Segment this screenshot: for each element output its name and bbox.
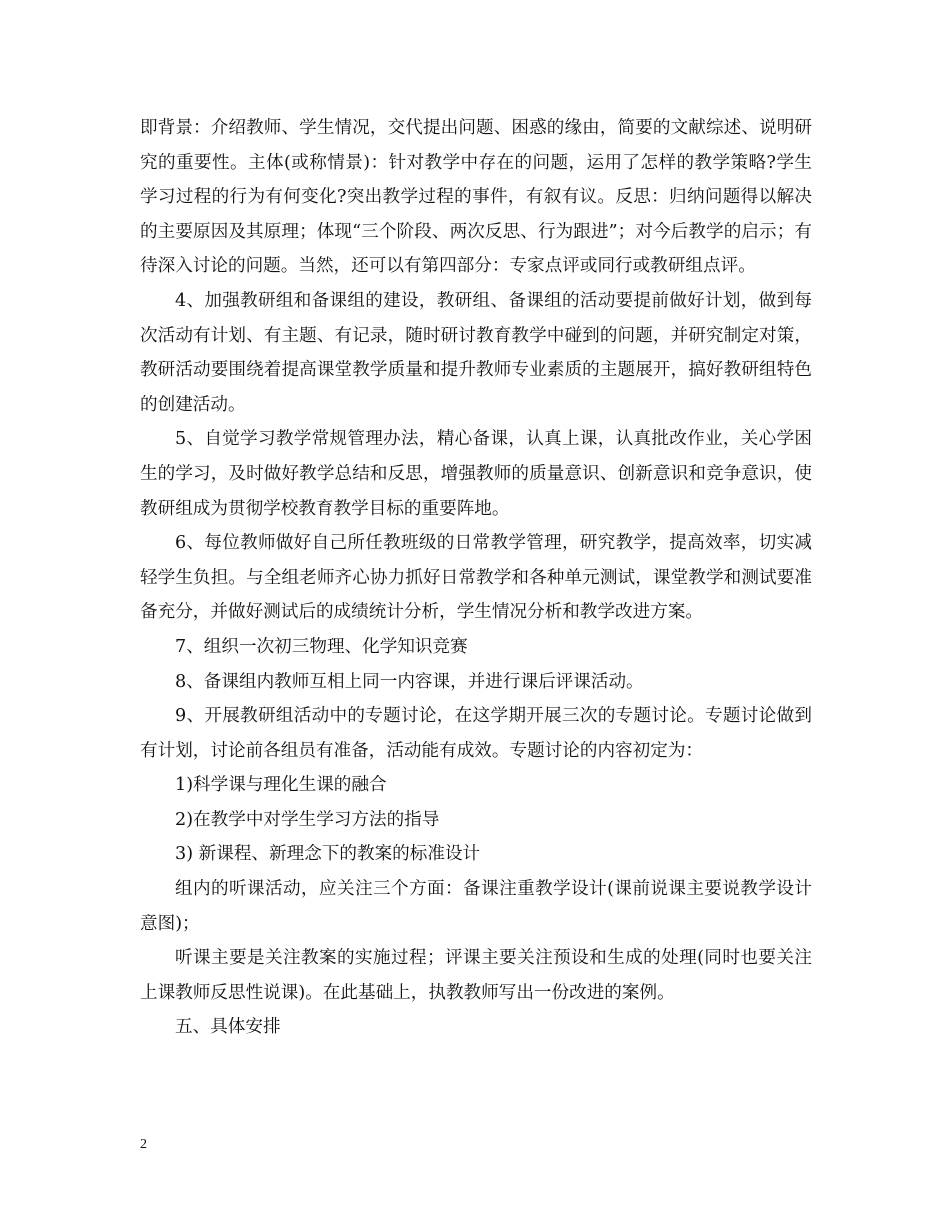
paragraph-item-7: 7、组织一次初三物理、化学知识竞赛: [175, 636, 468, 657]
paragraph-item-5: 5、自觉学习教学常规管理办法，精心备课，认真上课，认真批改作业，关心学困生的学习，及时做好教学总结和反思，增强教师的质量意识、创新意识和竞争意识，使教研组成为贯彻学校教育教学目标的重要阵地。: [140, 429, 812, 519]
list-item-topic-2: 2)在教学中对学生学习方法的指导: [175, 809, 440, 830]
paragraph-lesson-review: 听课主要是关注教案的实施过程；评课主要关注预设和生成的处理(同时也要关注上课教师反思性说课)。在此基础上，执教教师写出一份改进的案例。: [140, 948, 812, 1003]
paragraph-background: 即背景：介绍教师、学生情况，交代提出问题、困惑的缘由，简要的文献综述、说明研究的重要性。主体(或称情景)：针对教学中存在的问题，运用了怎样的教学策略?学生学习过程的行为有何变化?突出教学过程的事件，有叙有议。反思：归纳问题得以解决的主要原因及其原理；体现“三个阶段、两次反思、行为跟进”；对今后教学的启示；有待深入讨论的问题。当然，还可以有第四部分：专家点评或同行或教研组点评。: [140, 118, 812, 277]
document-body: [140, 111, 812, 1045]
paragraph-item-4: 4、加强教研组和备课组的建设，教研组、备课组的活动要提前做好计划，做到每次活动有计划、有主题、有记录，随时研讨教育教学中碰到的问题，并研究制定对策，教研活动要围绕着提高课堂教学质量和提升教师专业素质的主题展开，搞好教研组特色的创建活动。: [140, 290, 812, 415]
paragraph-item-9: 9、开展教研组活动中的专题讨论，在这学期开展三次的专题讨论。专题讨论做到有计划，讨论前各组员有准备，活动能有成效。专题讨论的内容初定为：: [140, 706, 812, 761]
page-number: 2: [140, 1137, 147, 1152]
paragraph-item-8: 8、备课组内教师互相上同一内容课，并进行课后评课活动。: [175, 671, 644, 692]
paragraph-item-6: 6、每位教师做好自己所任教班级的日常教学管理，研究教学，提高效率，切实减轻学生负担。与全组老师齐心协力抓好日常教学和各种单元测试，课堂教学和测试要准备充分，并做好测试后的成绩统计分析，学生情况分析和教学改进方案。: [140, 533, 812, 623]
paragraph-lesson-observation: 组内的听课活动，应关注三个方面：备课注重教学设计(课前说课主要说教学设计意图)；: [140, 879, 812, 934]
list-item-topic-1: 1)科学课与理化生课的融合: [175, 775, 387, 796]
list-item-topic-3: 3) 新课程、新理念下的教案的标准设计: [175, 844, 481, 865]
section-heading-arrangement: 五、具体安排: [175, 1017, 281, 1038]
